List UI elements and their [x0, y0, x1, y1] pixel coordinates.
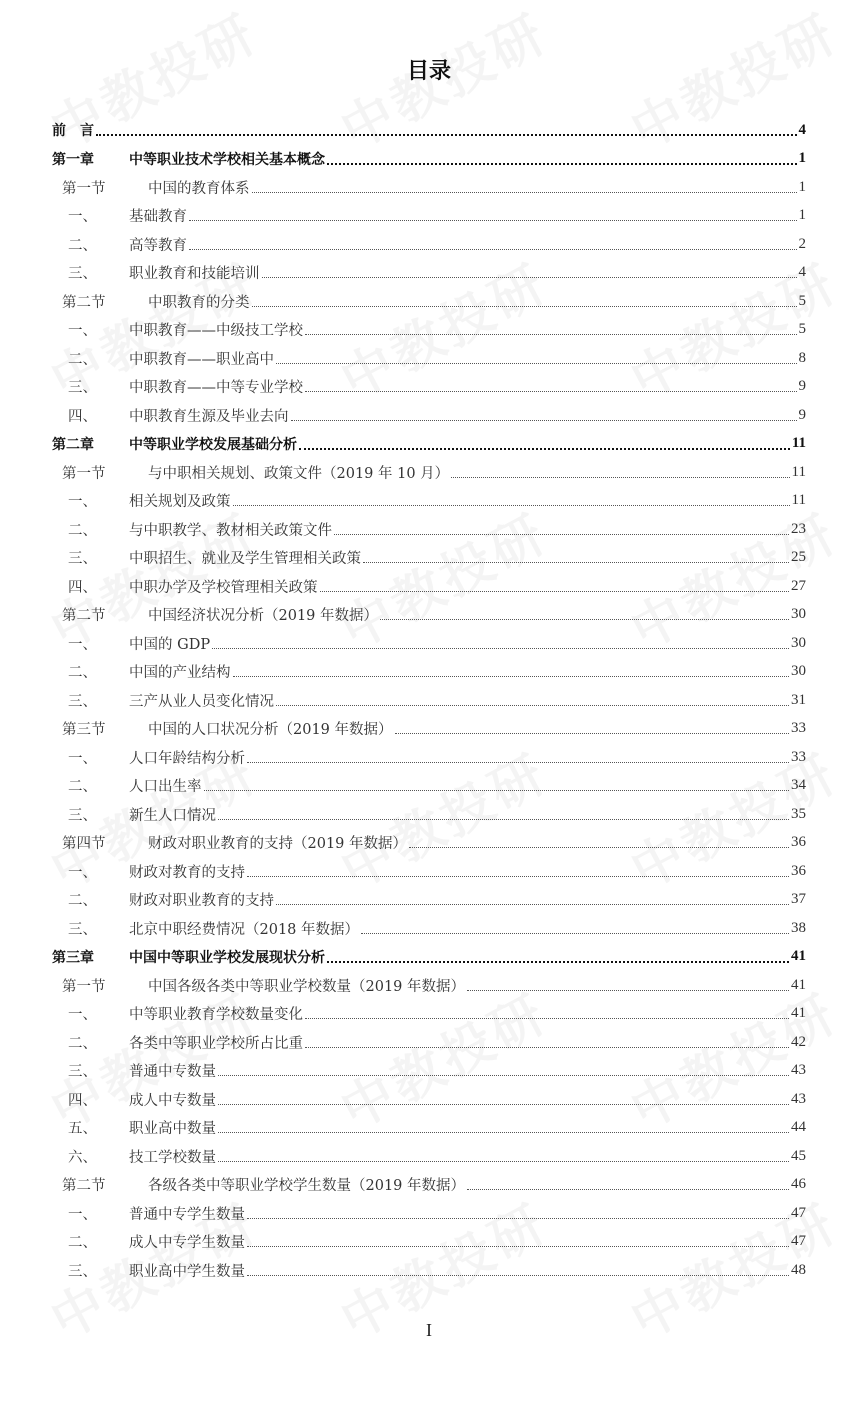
toc-entry-item[interactable] — [52, 1142, 806, 1171]
toc-entry-number: 四、 — [68, 408, 97, 425]
toc-entry-page: 30 — [791, 606, 806, 623]
toc-entry-page: 9 — [798, 378, 806, 395]
dot-leader — [363, 562, 789, 563]
toc-entry-item[interactable] — [52, 743, 806, 772]
dot-leader — [189, 249, 797, 250]
dot-leader — [467, 1189, 789, 1190]
toc-entry-number: 三、 — [68, 380, 97, 397]
toc-entry-item[interactable] — [52, 1114, 806, 1143]
toc-entry-number: 二、 — [68, 1235, 97, 1252]
dot-leader — [276, 904, 789, 905]
toc-entry-title: 各级各类中等职业学校学生数量（2019 年数据） — [148, 1178, 466, 1195]
toc-entry-item[interactable] — [52, 230, 806, 259]
toc-entry-page: 33 — [791, 748, 806, 765]
toc-entry-item[interactable] — [52, 344, 806, 373]
dot-leader — [247, 1218, 789, 1219]
toc-entry-page: 2 — [798, 235, 806, 252]
toc-entry-item[interactable] — [52, 1028, 806, 1057]
toc-entry-page: 27 — [791, 577, 806, 594]
toc-entry-title: 中国的教育体系 — [148, 180, 250, 197]
toc-entry-title: 中职教育生源及毕业去向 — [129, 408, 289, 425]
toc-entry-page: 11 — [791, 463, 806, 480]
toc-entry-title: 中国各级各类中等职业学校数量（2019 年数据） — [148, 978, 466, 995]
toc-entry-page: 37 — [791, 891, 806, 908]
toc-entry-page: 25 — [791, 549, 806, 566]
toc-entry-title: 中职教育的分类 — [148, 294, 250, 311]
toc-entry-item[interactable] — [52, 800, 806, 829]
toc-entry-item[interactable] — [52, 259, 806, 288]
toc-entry-title: 中职招生、就业及学生管理相关政策 — [129, 551, 361, 568]
toc-entry-page: 41 — [791, 1005, 806, 1022]
toc-entry-page: 4 — [798, 121, 806, 138]
toc-entry-title: 中国的人口状况分析（2019 年数据） — [148, 722, 393, 739]
dot-leader — [218, 1075, 789, 1076]
toc-entry-page: 5 — [798, 321, 806, 338]
toc-entry-item[interactable] — [52, 686, 806, 715]
toc-entry-number: 第一章 — [52, 151, 94, 168]
toc-entry-section[interactable] — [52, 601, 806, 630]
toc-entry-number: 第一节 — [62, 978, 106, 995]
toc-entry-number: 第四节 — [62, 836, 106, 853]
toc-entry-section[interactable] — [52, 287, 806, 316]
dot-leader — [189, 220, 797, 221]
toc-entry-title: 中等职业学校发展基础分析 — [129, 436, 297, 453]
toc-entry-title: 成人中专学生数量 — [129, 1235, 245, 1252]
toc-entry-number: 一、 — [68, 636, 97, 653]
toc-entry-section[interactable] — [52, 458, 806, 487]
toc-entry-title: 职业高中数量 — [129, 1121, 216, 1138]
toc-entry-title: 与中职教学、教材相关政策文件 — [129, 522, 332, 539]
toc-entry-item[interactable] — [52, 1000, 806, 1029]
toc-entry-title: 中国经济状况分析（2019 年数据） — [148, 608, 379, 625]
toc-entry-title: 中职教育——中等专业学校 — [129, 380, 303, 397]
toc-entry-page: 1 — [798, 178, 806, 195]
toc-entry-item[interactable] — [52, 1228, 806, 1257]
dot-leader — [305, 391, 797, 392]
toc-entry-page: 48 — [791, 1261, 806, 1278]
toc-entry-page: 11 — [791, 492, 806, 509]
toc-entry-page: 42 — [791, 1033, 806, 1050]
toc-entry-number: 一、 — [68, 209, 97, 226]
toc-entry-item[interactable] — [52, 629, 806, 658]
toc-entry-section[interactable] — [52, 829, 806, 858]
toc-entry-title: 职业高中学生数量 — [129, 1263, 245, 1280]
toc-entry-number: 三、 — [68, 551, 97, 568]
toc-entry-number: 二、 — [68, 779, 97, 796]
dot-leader — [291, 420, 797, 421]
toc-entry-item[interactable] — [52, 373, 806, 402]
dot-leader — [247, 1275, 789, 1276]
toc-entry-number: 第三章 — [52, 949, 94, 966]
toc-entry-page: 8 — [798, 349, 806, 366]
toc-entry-title: 技工学校数量 — [129, 1149, 216, 1166]
toc-entry-title: 中职教育——中级技工学校 — [129, 323, 303, 340]
toc-entry-title: 成人中专数量 — [129, 1092, 216, 1109]
toc-entry-title: 财政对职业教育的支持（2019 年数据） — [148, 836, 408, 853]
toc-entry-page: 38 — [791, 919, 806, 936]
toc-entry-number: 三、 — [68, 807, 97, 824]
toc-entry-title: 人口出生率 — [129, 779, 202, 796]
toc-entry-number: 第一节 — [62, 180, 106, 197]
dot-leader — [276, 363, 797, 364]
dot-leader — [276, 705, 789, 706]
dot-leader — [247, 762, 789, 763]
toc-entry-number: 一、 — [68, 1007, 97, 1024]
toc-entry-chapter[interactable] — [52, 430, 806, 459]
toc-entry-item[interactable] — [52, 1199, 806, 1228]
toc-entry-title: 与中职相关规划、政策文件（2019 年 10 月） — [148, 465, 450, 482]
dot-leader — [305, 334, 797, 335]
toc-entry-page: 43 — [791, 1090, 806, 1107]
toc-entry-title: 相关规划及政策 — [129, 494, 231, 511]
dot-leader — [262, 277, 797, 278]
toc-entry-number: 一、 — [68, 494, 97, 511]
toc-entry-page: 30 — [791, 663, 806, 680]
table-of-contents — [52, 116, 806, 1285]
toc-entry-chapter[interactable] — [52, 116, 806, 145]
toc-entry-page: 5 — [798, 292, 806, 309]
toc-entry-item[interactable] — [52, 316, 806, 345]
toc-entry-title: 普通中专学生数量 — [129, 1206, 245, 1223]
toc-entry-title: 职业教育和技能培训 — [129, 266, 260, 283]
dot-leader — [212, 648, 789, 649]
toc-entry-number: 四、 — [68, 1092, 97, 1109]
toc-entry-page: 47 — [791, 1204, 806, 1221]
toc-entry-title: 中国中等职业学校发展现状分析 — [129, 949, 325, 966]
toc-entry-number: 五、 — [68, 1121, 97, 1138]
dot-leader — [96, 134, 797, 136]
dot-leader — [361, 933, 789, 934]
toc-entry-item[interactable] — [52, 1057, 806, 1086]
dot-leader — [218, 1132, 789, 1133]
toc-entry-page: 35 — [791, 805, 806, 822]
toc-entry-number: 三、 — [68, 266, 97, 283]
toc-entry-title: 财政对职业教育的支持 — [129, 893, 274, 910]
toc-entry-page: 45 — [791, 1147, 806, 1164]
toc-entry-item[interactable] — [52, 401, 806, 430]
toc-entry-page: 34 — [791, 777, 806, 794]
toc-entry-number: 三、 — [68, 921, 97, 938]
toc-entry-number: 前 言 — [52, 123, 94, 140]
toc-entry-item[interactable] — [52, 1256, 806, 1285]
toc-entry-page: 33 — [791, 720, 806, 737]
toc-entry-page: 41 — [791, 948, 806, 965]
toc-entry-number: 一、 — [68, 864, 97, 881]
toc-entry-page: 9 — [798, 406, 806, 423]
toc-entry-page: 4 — [798, 264, 806, 281]
toc-entry-title: 北京中职经费情况（2018 年数据） — [129, 921, 360, 938]
toc-entry-chapter[interactable] — [52, 943, 806, 972]
toc-entry-page: 31 — [791, 691, 806, 708]
toc-entry-page: 46 — [791, 1176, 806, 1193]
dot-leader — [252, 192, 797, 193]
toc-entry-page: 47 — [791, 1233, 806, 1250]
dot-leader — [218, 1104, 789, 1105]
toc-entry-page: 36 — [791, 834, 806, 851]
toc-entry-item[interactable] — [52, 487, 806, 516]
dot-leader — [334, 534, 789, 535]
toc-entry-chapter[interactable] — [52, 145, 806, 174]
toc-entry-title: 普通中专数量 — [129, 1064, 216, 1081]
toc-entry-page: 41 — [791, 976, 806, 993]
toc-entry-number: 二、 — [68, 237, 97, 254]
dot-leader — [218, 1161, 789, 1162]
toc-entry-page: 1 — [798, 207, 806, 224]
toc-entry-number: 第一节 — [62, 465, 106, 482]
toc-entry-title: 高等教育 — [129, 237, 187, 254]
toc-entry-item[interactable] — [52, 857, 806, 886]
dot-leader — [380, 619, 789, 620]
toc-entry-item[interactable] — [52, 1085, 806, 1114]
toc-entry-page: 36 — [791, 862, 806, 879]
toc-entry-section[interactable] — [52, 715, 806, 744]
dot-leader — [252, 306, 797, 307]
dot-leader — [467, 990, 789, 991]
toc-entry-title: 中国的 GDP — [129, 636, 211, 653]
dot-leader — [327, 163, 797, 165]
toc-entry-item[interactable] — [52, 772, 806, 801]
toc-entry-number: 三、 — [68, 1064, 97, 1081]
toc-entry-number: 三、 — [68, 693, 97, 710]
page-number: I — [426, 1320, 432, 1340]
toc-entry-number: 四、 — [68, 579, 97, 596]
dot-leader — [409, 847, 789, 848]
toc-entry-title: 人口年龄结构分析 — [129, 750, 245, 767]
dot-leader — [233, 505, 790, 506]
toc-entry-number: 一、 — [68, 1206, 97, 1223]
dot-leader — [320, 591, 790, 592]
toc-entry-item[interactable] — [52, 515, 806, 544]
dot-leader — [305, 1047, 789, 1048]
toc-entry-page: 11 — [791, 435, 806, 452]
dot-leader — [395, 733, 789, 734]
toc-entry-section[interactable] — [52, 971, 806, 1000]
toc-entry-title: 三产从业人员变化情况 — [129, 693, 274, 710]
toc-entry-title: 财政对教育的支持 — [129, 864, 245, 881]
dot-leader — [451, 477, 789, 478]
toc-entry-title: 中等职业教育学校数量变化 — [129, 1007, 303, 1024]
toc-entry-number: 二、 — [68, 351, 97, 368]
toc-entry-title: 中国的产业结构 — [129, 665, 231, 682]
toc-entry-number: 二、 — [68, 522, 97, 539]
toc-entry-number: 六、 — [68, 1149, 97, 1166]
dot-leader — [299, 448, 790, 450]
toc-entry-number: 第二节 — [62, 608, 106, 625]
toc-entry-number: 第二节 — [62, 1178, 106, 1195]
toc-entry-title: 中职办学及学校管理相关政策 — [129, 579, 318, 596]
toc-entry-section[interactable] — [52, 173, 806, 202]
toc-entry-number: 一、 — [68, 323, 97, 340]
toc-entry-number: 第三节 — [62, 722, 106, 739]
toc-entry-section[interactable] — [52, 1171, 806, 1200]
toc-entry-page: 43 — [791, 1062, 806, 1079]
toc-entry-number: 一、 — [68, 750, 97, 767]
toc-entry-title: 新生人口情况 — [129, 807, 216, 824]
dot-leader — [327, 961, 789, 963]
toc-entry-number: 二、 — [68, 665, 97, 682]
toc-entry-item[interactable] — [52, 544, 806, 573]
dot-leader — [233, 676, 790, 677]
dot-leader — [305, 1018, 789, 1019]
dot-leader — [247, 1246, 789, 1247]
dot-leader — [247, 876, 789, 877]
toc-entry-page: 44 — [791, 1119, 806, 1136]
toc-entry-title: 基础教育 — [129, 209, 187, 226]
dot-leader — [218, 819, 789, 820]
toc-entry-item[interactable] — [52, 202, 806, 231]
toc-entry-title: 中职教育——职业高中 — [129, 351, 274, 368]
toc-entry-item[interactable] — [52, 914, 806, 943]
toc-entry-item[interactable] — [52, 658, 806, 687]
toc-entry-title: 中等职业技术学校相关基本概念 — [129, 151, 325, 168]
page-title: 目录 — [406, 59, 451, 84]
toc-entry-title: 各类中等职业学校所占比重 — [129, 1035, 303, 1052]
toc-entry-page: 23 — [791, 520, 806, 537]
toc-entry-number: 三、 — [68, 1263, 97, 1280]
dot-leader — [204, 790, 790, 791]
toc-entry-number: 第二章 — [52, 436, 94, 453]
toc-entry-item[interactable] — [52, 886, 806, 915]
toc-entry-number: 第二节 — [62, 294, 106, 311]
toc-entry-number: 二、 — [68, 893, 97, 910]
toc-entry-number: 二、 — [68, 1035, 97, 1052]
toc-entry-item[interactable] — [52, 572, 806, 601]
toc-entry-page: 1 — [798, 150, 806, 167]
toc-entry-page: 30 — [791, 634, 806, 651]
